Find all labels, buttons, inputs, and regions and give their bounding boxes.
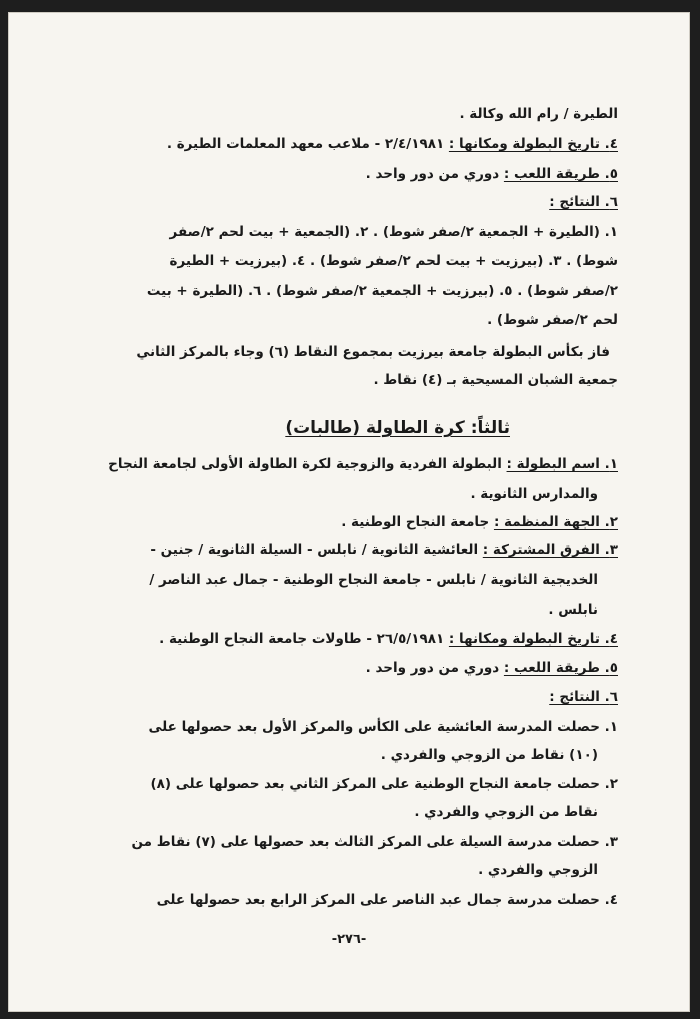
name-label: ١. اسم البطولة : <box>506 456 618 472</box>
method-label: ٥. طريقة اللعب : <box>503 166 618 182</box>
date-label: ٤. تاريخ البطولة ومكانها : <box>448 136 618 152</box>
result-line: ٣. حصلت مدرسة السيلة على المركز الثالث بعد حصولها على (٧) نقاط من <box>131 834 618 850</box>
page-number: -٢٧٦- <box>331 932 367 947</box>
org-label: ٢. الجهة المنظمة : <box>493 514 618 530</box>
summary-line: فاز بكأس البطولة جامعة بيرزيت بمجموع النقاط (٦) وجاء بالمركز الثاني <box>136 344 610 360</box>
result-line: الزوجي والفردي . <box>478 862 598 878</box>
date-line <box>159 629 618 649</box>
result-line: لحم ٢/صفر شوط) . <box>487 312 618 328</box>
method-value: دوري من دور واحد . <box>365 660 500 676</box>
summary-line: جمعية الشبان المسيحية بـ (٤) نقاط . <box>373 372 618 388</box>
result-line: ٢/صفر شوط) . ٥. (بيرزيت + الجمعية ٢/صفر شوط) . ٦. (الطيرة + بيت <box>146 283 618 299</box>
name-line <box>108 454 618 474</box>
date-value: ٢/٤/١٩٨١ - ملاعب معهد المعلمات الطيرة . <box>166 136 445 152</box>
method-label: ٥. طريقة اللعب : <box>503 660 618 676</box>
date-line <box>167 134 618 154</box>
org-value: جامعة النجاح الوطنية . <box>341 514 490 530</box>
org-line <box>341 512 618 532</box>
teams-line <box>150 540 618 560</box>
results-label: ٦. النتائج : <box>549 689 618 705</box>
document-page <box>8 12 690 1012</box>
result-line: ٤. حصلت مدرسة جمال عبد الناصر على المركز الرابع بعد حصولها على <box>156 892 618 908</box>
result-line: شوط) . ٣. (بيرزيت + بيت لحم ٢/صفر شوط) . ٤. (بيرزيت + الطيرة <box>169 253 618 269</box>
text-line: الخديجية الثانوية / نابلس - جامعة النجاح الوطنية - جمال عبد الناصر / <box>149 572 598 588</box>
teams-value: العائشية الثانوية / نابلس - السيلة الثانوية / جنين - <box>150 542 479 558</box>
results-label: ٦. النتائج : <box>549 194 618 210</box>
text-line: والمدارس الثانوية . <box>470 486 598 502</box>
name-value: البطولة الفردية والزوجية لكرة الطاولة الأولى لجامعة النجاح <box>108 456 502 472</box>
section-heading: ثالثاً: كرة الطاولة (طالبات) <box>285 418 510 438</box>
method-value: دوري من دور واحد . <box>365 166 500 182</box>
text-line: نابلس . <box>548 602 598 618</box>
teams-label: ٣. الفرق المشتركة : <box>482 542 618 558</box>
result-line: (١٠) نقاط من الزوجي والفردي . <box>380 747 598 763</box>
result-line: ٢. حصلت جامعة النجاح الوطنية على المركز الثاني بعد حصولها على (٨) <box>150 776 618 792</box>
date-label: ٤. تاريخ البطولة ومكانها : <box>448 631 618 647</box>
result-line: نقاط من الزوجي والفردي . <box>414 804 598 820</box>
date-value: ٢٦/٥/١٩٨١ - طاولات جامعة النجاح الوطنية . <box>159 631 445 647</box>
text-line: الطيرة / رام الله وكالة . <box>459 106 618 122</box>
method-line <box>366 164 618 184</box>
result-line: ١. حصلت المدرسة العائشية على الكأس والمركز الأول بعد حصولها على <box>148 719 618 735</box>
result-line: ١. (الطيرة + الجمعية ٢/صفر شوط) . ٢. (الجمعية + بيت لحم ٢/صفر <box>169 224 618 240</box>
method-line <box>366 658 618 678</box>
